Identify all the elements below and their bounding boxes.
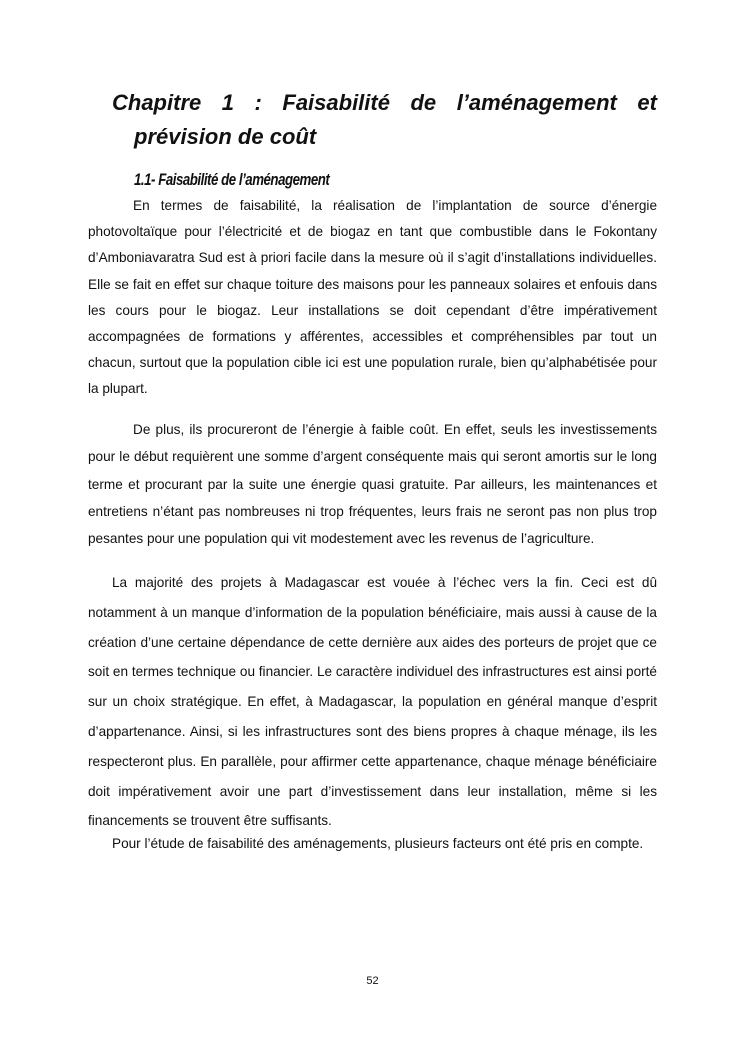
- chapter-title-word: Faisabilité: [282, 90, 390, 115]
- body-paragraph-3: La majorité des projets à Madagascar est vouée à l’échec vers la fin. Ceci est dû notamment à un manque d’information de la population bénéficiaire, mais aussi à cause de la création d’une certaine dépendance de cette dernière aux aides des porteurs de projet que ce soit en termes technique ou financier. Le caractère individuel des infrastructures est ainsi porté sur un choix stratégique. En effet, à Madagascar, la population en général manque d’esprit d’appartenance. Ainsi, si les infrastructures sont des biens propres à chaque ménage, ils les respecteront plus. En parallèle, pour affirmer cette appartenance, chaque ménage bénéficiaire doit impérativement avoir une part d’investissement dans leur installation, même si les financements se trouvent être suffisants.: [88, 575, 657, 829]
- chapter-title: [112, 86, 657, 154]
- body-paragraph-2: De plus, ils procureront de l’énergie à faible coût. En effet, seuls les investissements pour le début requièrent une somme d’argent conséquente mais qui seront amortis sur le long terme et procurant par la suite une énergie quasi gratuite. Par ailleurs, les maintenances et entretiens n’étant pas nombreuses ni trop fréquentes, leurs frais ne seront pas non plus trop pesantes pour une population qui vit modestement avec les revenus de l’agriculture.: [88, 422, 657, 547]
- section-heading: 1.1- Faisabilité de l’aménagement: [134, 170, 330, 189]
- chapter-title-word: Chapitre: [112, 90, 202, 115]
- chapter-title-line-2: prévision de coût: [134, 124, 317, 149]
- chapter-title-word: de: [410, 90, 437, 115]
- chapter-title-line-1: [112, 86, 657, 120]
- chapter-title-word: :: [254, 90, 262, 115]
- body-paragraph-4: Pour l’étude de faisabilité des aménagements, plusieurs facteurs ont été pris en compte.: [112, 836, 644, 851]
- page-number: 52: [366, 975, 379, 987]
- chapter-title-word: 1: [221, 90, 235, 115]
- chapter-title-word: l’aménagement: [456, 90, 617, 115]
- chapter-title-word: et: [637, 90, 657, 115]
- body-paragraph-1: En termes de faisabilité, la réalisation de l’implantation de source d’énergie photovoltaïque pour l’électricité et de biogaz en tant que combustible dans le Fokontany d’Amboniavaratra Sud est à priori facile dans la mesure où il s’agit d’installations individuelles. Elle se fait en effet sur chaque toiture des maisons pour les panneaux solaires et enfouis dans les cours pour le biogaz. Leur installations se doit cependant d’être impérativement accompagnées de formations y afférentes, accessibles et compréhensibles par tout un chacun, surtout que la population cible ici est une population rurale, bien qu’alphabétisée pour la plupart.: [88, 198, 657, 397]
